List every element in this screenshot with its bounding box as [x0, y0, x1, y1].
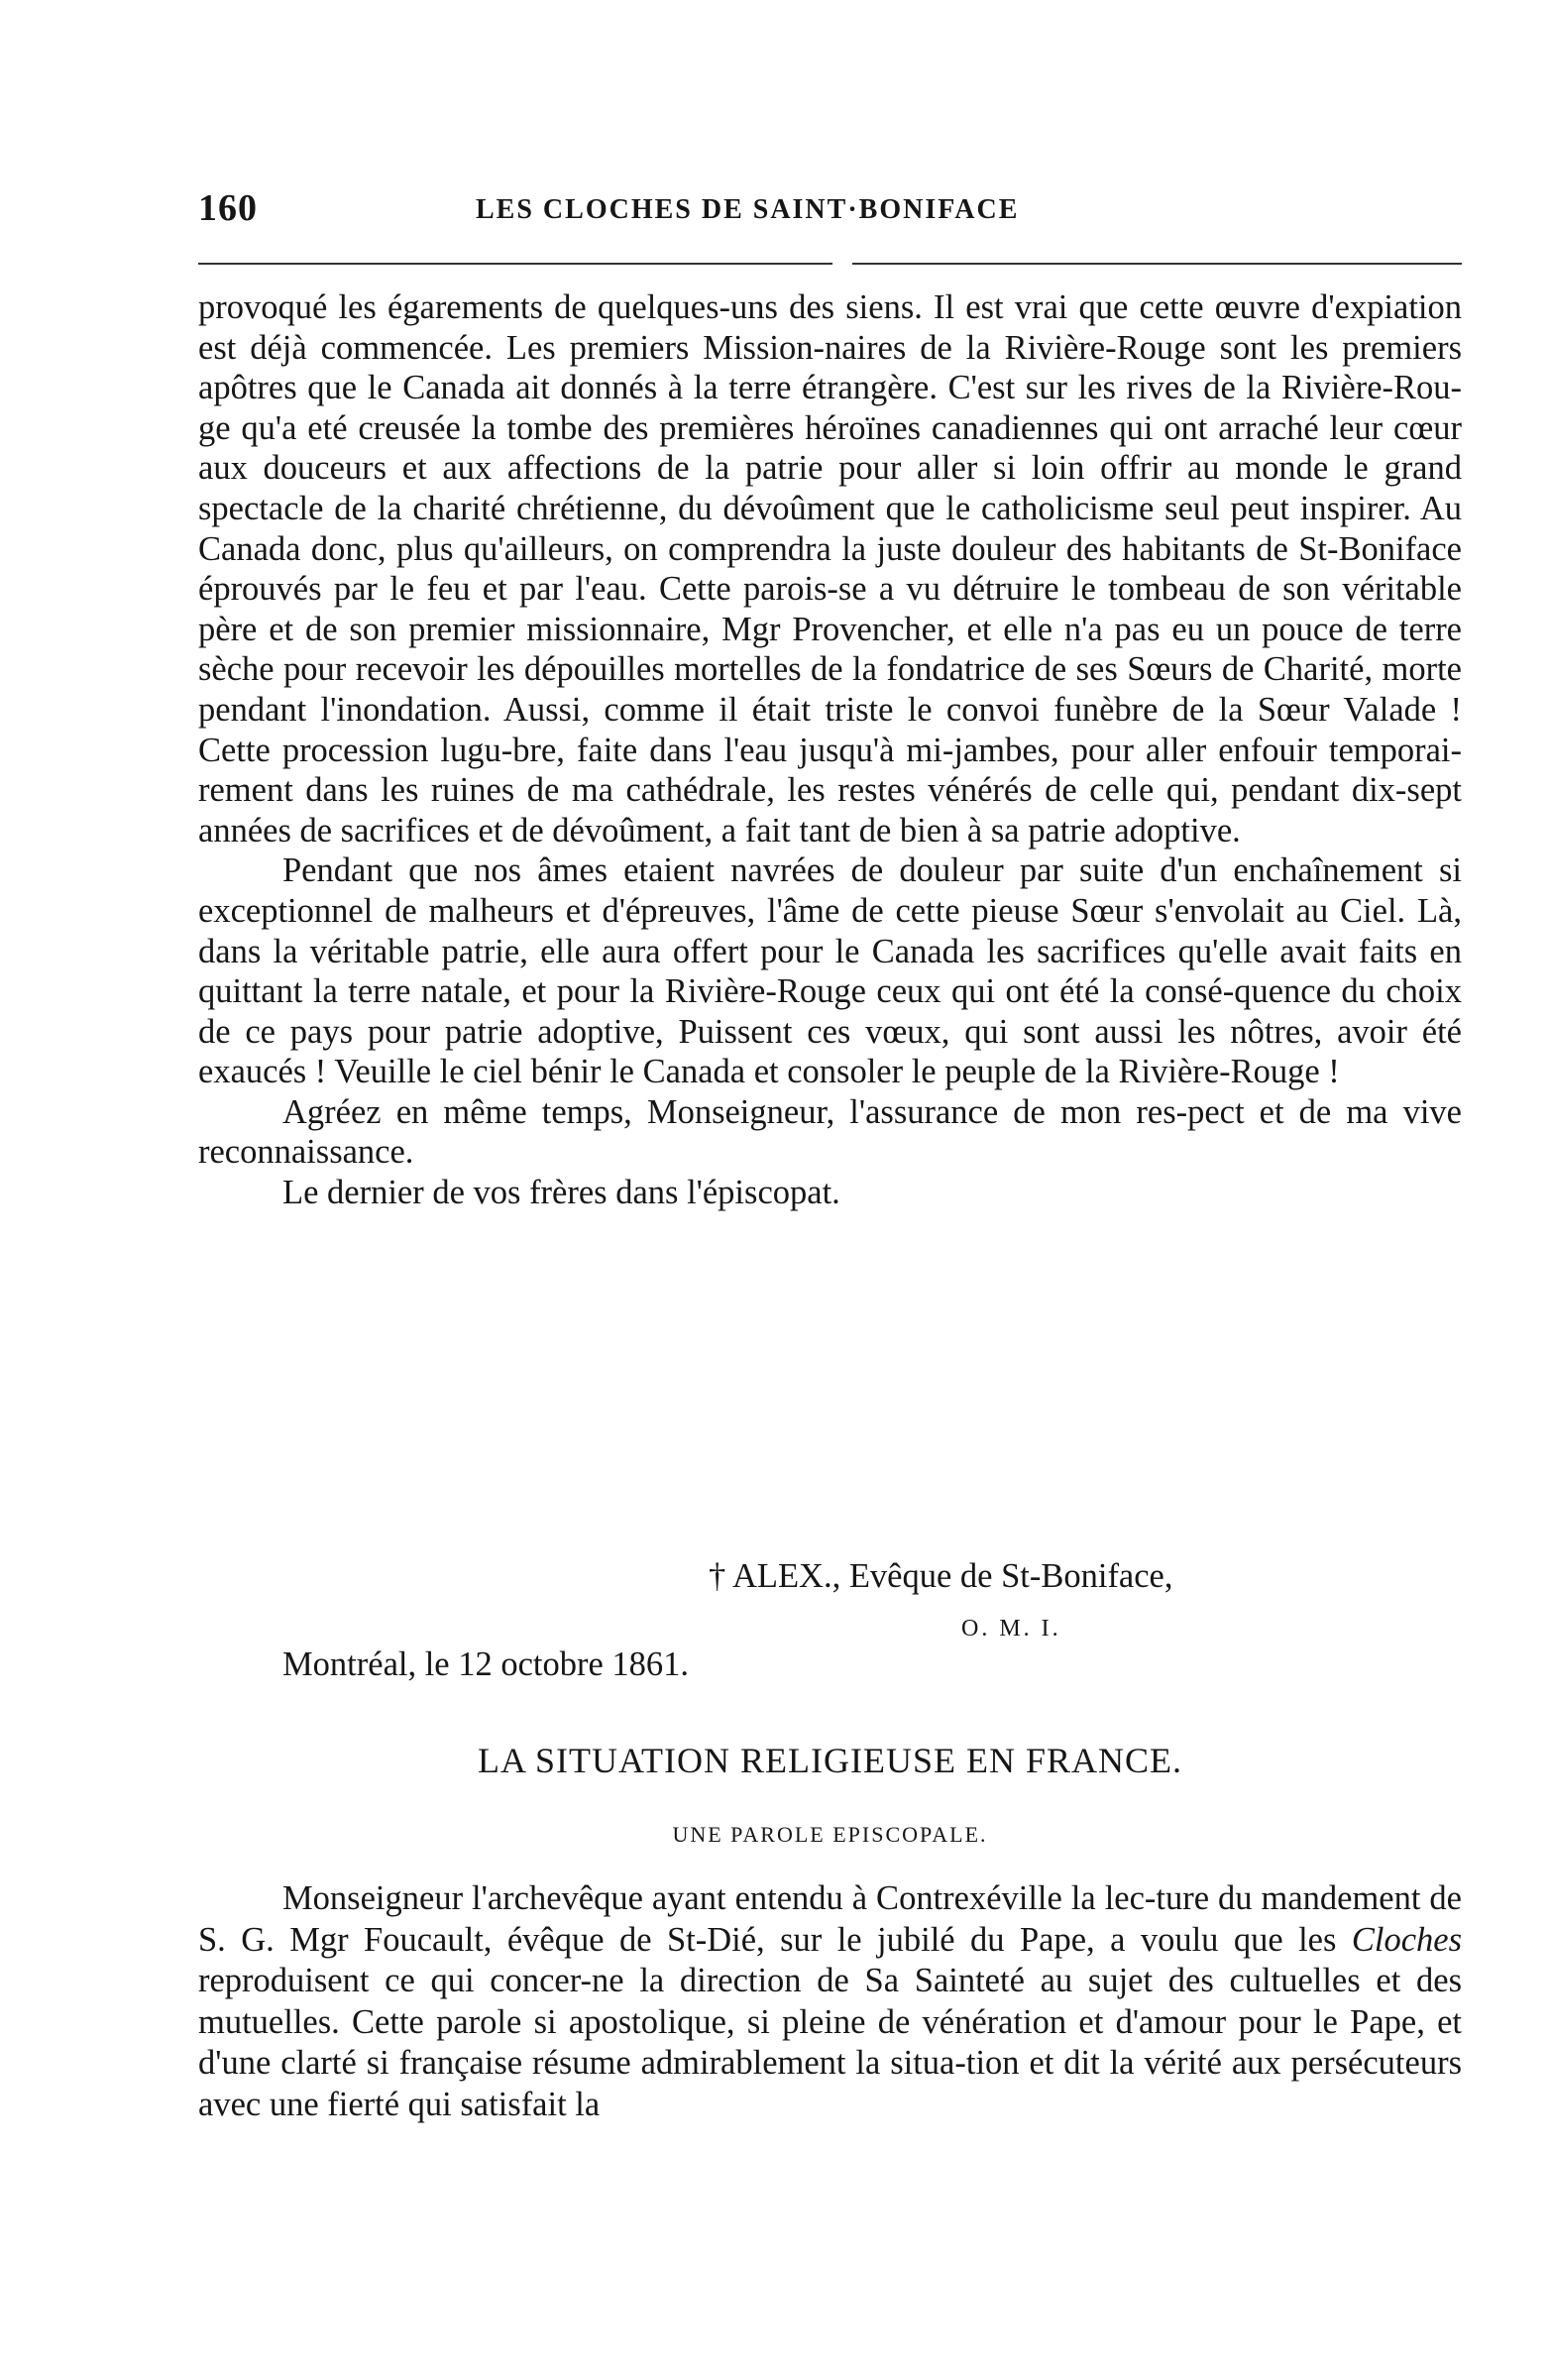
article-paragraph [198, 1878, 1462, 2125]
header-rule-right [852, 263, 1462, 265]
letter-dateline: Montréal, le 12 octobre 1861. [282, 1645, 690, 1683]
article-subtitle: UNE PAROLE EPISCOPALE. [672, 1822, 988, 1847]
letter-signature: † ALEX., Evêque de St-Boniface, [709, 1557, 1173, 1595]
header-rule-left [198, 263, 832, 265]
newspaper-name: Cloches [1351, 1920, 1462, 1959]
article-paragraph-end: reproduisent ce qui concer-ne la direction de Sa Sainteté au sujet des cultuelles et des mutuelles. Cette parole si apostolique, si pleine de vénération et d'amour pour le Pape, et d'une clarté si française résume admirablement la situa-tion et dit la vérité aux persécuteurs avec une fierté qui satisfait la [198, 1962, 1462, 2123]
article-paragraph-start: Monseigneur l'archevêque ayant entendu à Contrexéville la lec-ture du mandement de S. G. Mgr Foucault, évêque de St-Dié, sur le jubilé du Pape, a voulu que les [198, 1879, 1462, 1959]
letter-body [198, 287, 1462, 1213]
running-title: LES CLOCHES DE SAINT·BONIFACE [476, 194, 1020, 225]
letter-paragraph-3: Agréez en même temps, Monseigneur, l'assurance de mon res-pect et de ma vive reconnaissance. [198, 1092, 1462, 1172]
page-number: 160 [198, 187, 258, 229]
letter-paragraph-1: provoqué les égarements de quelques-uns des siens. Il est vrai que cette œuvre d'expiation est déjà commencée. Les premiers Mission-naires de la Rivière-Rouge sont les premiers apôtres que le Canada ait donnés à la terre étrangère. C'est sur les rives de la Rivière-Rou-ge qu'a eté creusée la tombe des premières héroïnes canadiennes qui ont arraché leur cœur aux douceurs et aux affections de la patrie pour aller si loin offrir au monde le grand spectacle de la charité chrétienne, du dévoûment que le catholicisme seul peut inspirer. Au Canada donc, plus qu'ailleurs, on comprendra la juste douleur des habitants de St-Boniface éprouvés par le feu et par l'eau. Cette parois-se a vu détruire le tombeau de son véritable père et de son premier missionnaire, Mgr Provencher, et elle n'a pas eu un pouce de terre sèche pour recevoir les dépouilles mortelles de la fondatrice de ses Sœurs de Charité, morte pendant l'inondation. Aussi, comme il était triste le convoi funèbre de la Sœur Valade ! Cette procession lugu-bre, faite dans l'eau jusqu'à mi-jambes, pour aller enfouir temporai-rement dans les ruines de ma cathédrale, les restes vénérés de celle qui, pendant dix-sept années de sacrifices et de dévoûment, a fait tant de bien à sa patrie adoptive. [198, 288, 1462, 850]
article-title: LA SITUATION RELIGIEUSE EN FRANCE. [478, 1741, 1182, 1780]
article-body [198, 1878, 1462, 2125]
letter-closing: Le dernier de vos frères dans l'épiscopat. [282, 1174, 840, 1212]
letter-paragraph-2: Pendant que nos âmes etaient navrées de douleur par suite d'un enchaînement si exceptionnel de malheurs et d'épreuves, l'âme de cette pieuse Sœur s'envolait au Ciel. Là, dans la véritable patrie, elle aura offert pour le Canada les sacrifices qu'elle avait faits en quittant la terre natale, et pour la Rivière-Rouge ceux qui ont été la consé-quence du choix de ce pays pour patrie adoptive, Puissent ces vœux, qui sont aussi les nôtres, avoir été exaucés ! Veuille le ciel bénir le Canada et consoler le peuple de la Rivière-Rouge ! [198, 851, 1462, 1091]
signature-order: O. M. I. [961, 1616, 1061, 1642]
page-header [198, 186, 1462, 236]
